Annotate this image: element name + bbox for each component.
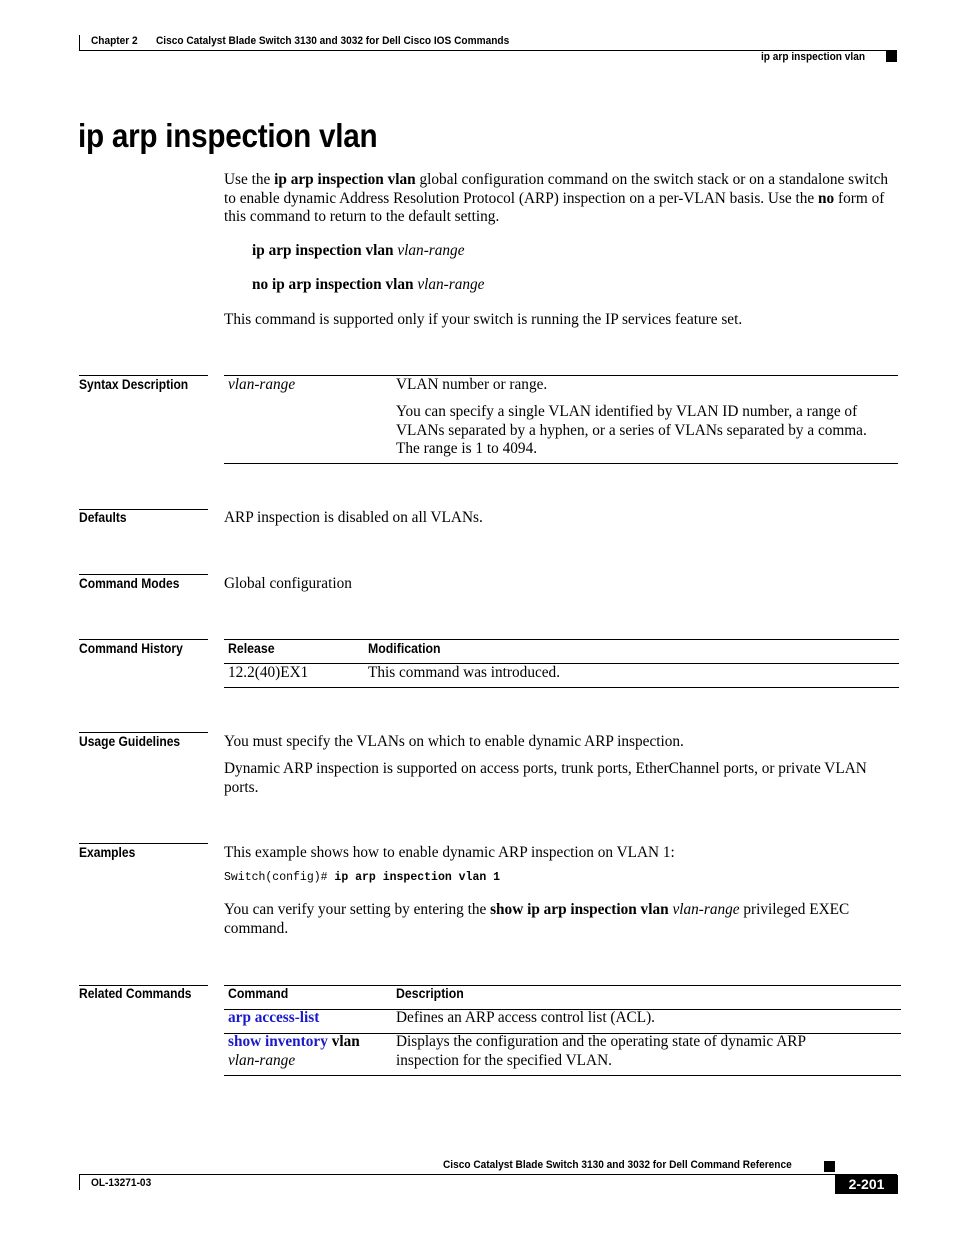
syntax-param xyxy=(228,376,295,395)
command-modes-heading-rule xyxy=(79,574,208,575)
examples-heading: Examples xyxy=(79,845,136,860)
related-link-arp-access-list[interactable]: arp access-list xyxy=(228,1009,320,1026)
example-code xyxy=(224,871,500,884)
intro-text-3: form of this command to return to the default setting. xyxy=(224,189,885,226)
related-row-1-description: Defines an ARP access control list (ACL). xyxy=(396,1009,656,1026)
history-row-release: 12.2(40)EX1 xyxy=(228,664,309,681)
header-book-title: Cisco Catalyst Blade Switch 3130 and 3032 for Dell Cisco IOS Commands xyxy=(156,35,510,47)
example-code-command: ip arp inspection vlan 1 xyxy=(334,871,501,884)
syntax-line-1-arg: vlan-range xyxy=(397,242,465,259)
syntax-line-1-command: ip arp inspection vlan xyxy=(252,242,394,259)
intro-paragraph xyxy=(224,171,900,227)
related-col-description: Description xyxy=(396,986,464,1001)
command-history-heading: Command History xyxy=(79,641,183,656)
usage-paragraph-1: You must specify the VLANs on which to enable dynamic ARP inspection. xyxy=(224,733,684,750)
related-row-2-description: Displays the configuration and the operating state of dynamic ARP inspection for the specified VLAN. xyxy=(396,1033,806,1069)
history-table-header-rule xyxy=(224,663,899,664)
history-table-bottom-rule xyxy=(224,687,899,688)
usage-guidelines-heading-rule xyxy=(79,732,208,733)
syntax-line-2-arg: vlan-range xyxy=(417,276,485,293)
syntax-description-heading: Syntax Description xyxy=(79,377,189,392)
syntax-line-2 xyxy=(252,276,484,295)
related-row-2-command-rest: vlan xyxy=(327,1033,360,1050)
verify-arg: vlan-range xyxy=(672,901,740,918)
intro-command: ip arp inspection vlan xyxy=(274,171,416,188)
defaults-text: ARP inspection is disabled on all VLANs. xyxy=(224,509,483,526)
examples-intro: This example shows how to enable dynamic ARP inspection on VLAN 1: xyxy=(224,844,675,861)
related-link-show-inventory[interactable]: show inventory xyxy=(228,1033,328,1050)
header-left-bar xyxy=(79,35,80,51)
syntax-line-1 xyxy=(252,242,464,261)
defaults-heading: Defaults xyxy=(79,510,127,525)
footer-marker-block xyxy=(824,1161,835,1172)
syntax-line-2-command: no ip arp inspection vlan xyxy=(252,276,414,293)
footer-rule xyxy=(79,1174,897,1175)
command-history-heading-rule xyxy=(79,639,208,640)
intro-text-2: global configuration command on the switch stack or on a standalone switch to enable dynamic Address Resolution Protocol (ARP) inspection on a per-VLAN basis. Use the xyxy=(224,171,889,207)
related-row-2-command-arg: vlan-range xyxy=(228,1051,296,1069)
verify-command: show ip arp inspection vlan xyxy=(490,901,669,918)
related-commands-heading: Related Commands xyxy=(79,986,192,1001)
syntax-description-heading-rule xyxy=(79,375,208,376)
command-modes-heading: Command Modes xyxy=(79,576,180,591)
verify-text-1: You can verify your setting by entering the xyxy=(224,901,491,918)
intro-no-keyword: no xyxy=(818,189,835,207)
feature-note: This command is supported only if your switch is running the IP services feature set. xyxy=(224,311,743,328)
examples-verify xyxy=(224,901,900,938)
verify-text-2: privileged EXEC command. xyxy=(224,901,850,937)
related-table-bottom-rule xyxy=(224,1075,901,1076)
running-head: ip arp inspection vlan xyxy=(761,51,866,63)
intro-text-1: Use the xyxy=(224,171,275,188)
related-col-command: Command xyxy=(228,986,289,1001)
command-modes-text: Global configuration xyxy=(224,575,352,592)
syntax-desc-1: VLAN number or range. xyxy=(396,376,548,393)
footer-left-bar xyxy=(79,1174,80,1190)
history-col-modification: Modification xyxy=(368,641,441,656)
history-col-release: Release xyxy=(228,641,275,656)
footer-book-ref: Cisco Catalyst Blade Switch 3130 and 3032 for Dell Command Reference xyxy=(443,1159,792,1171)
page-number: 2-201 xyxy=(835,1175,898,1194)
usage-paragraph-2: Dynamic ARP inspection is supported on access ports, trunk ports, EtherChannel ports, or private VLAN ports. xyxy=(224,760,867,796)
footer-doc-id: OL-13271-03 xyxy=(91,1177,152,1189)
examples-heading-rule xyxy=(79,843,208,844)
syntax-param-text: vlan-range xyxy=(228,376,296,393)
syntax-desc-2: You can specify a single VLAN identified by VLAN ID number, a range of VLANs separated by a hyphen, or a series of VLANs separated by a comma. The range is 1 to 4094. xyxy=(396,403,867,458)
history-table-top-rule xyxy=(224,639,899,640)
page-title: ip arp inspection vlan xyxy=(78,117,378,154)
related-row-2-command xyxy=(228,1033,388,1070)
usage-guidelines-heading: Usage Guidelines xyxy=(79,734,181,749)
header-marker-block xyxy=(886,51,897,62)
syntax-table-bottom-rule xyxy=(224,463,898,464)
history-row-modification: This command was introduced. xyxy=(368,664,561,681)
header-chapter: Chapter 2 xyxy=(91,35,138,47)
example-code-prompt: Switch(config)# xyxy=(224,871,335,884)
related-row-1-command xyxy=(228,1009,319,1028)
related-table-top-rule xyxy=(224,985,901,986)
